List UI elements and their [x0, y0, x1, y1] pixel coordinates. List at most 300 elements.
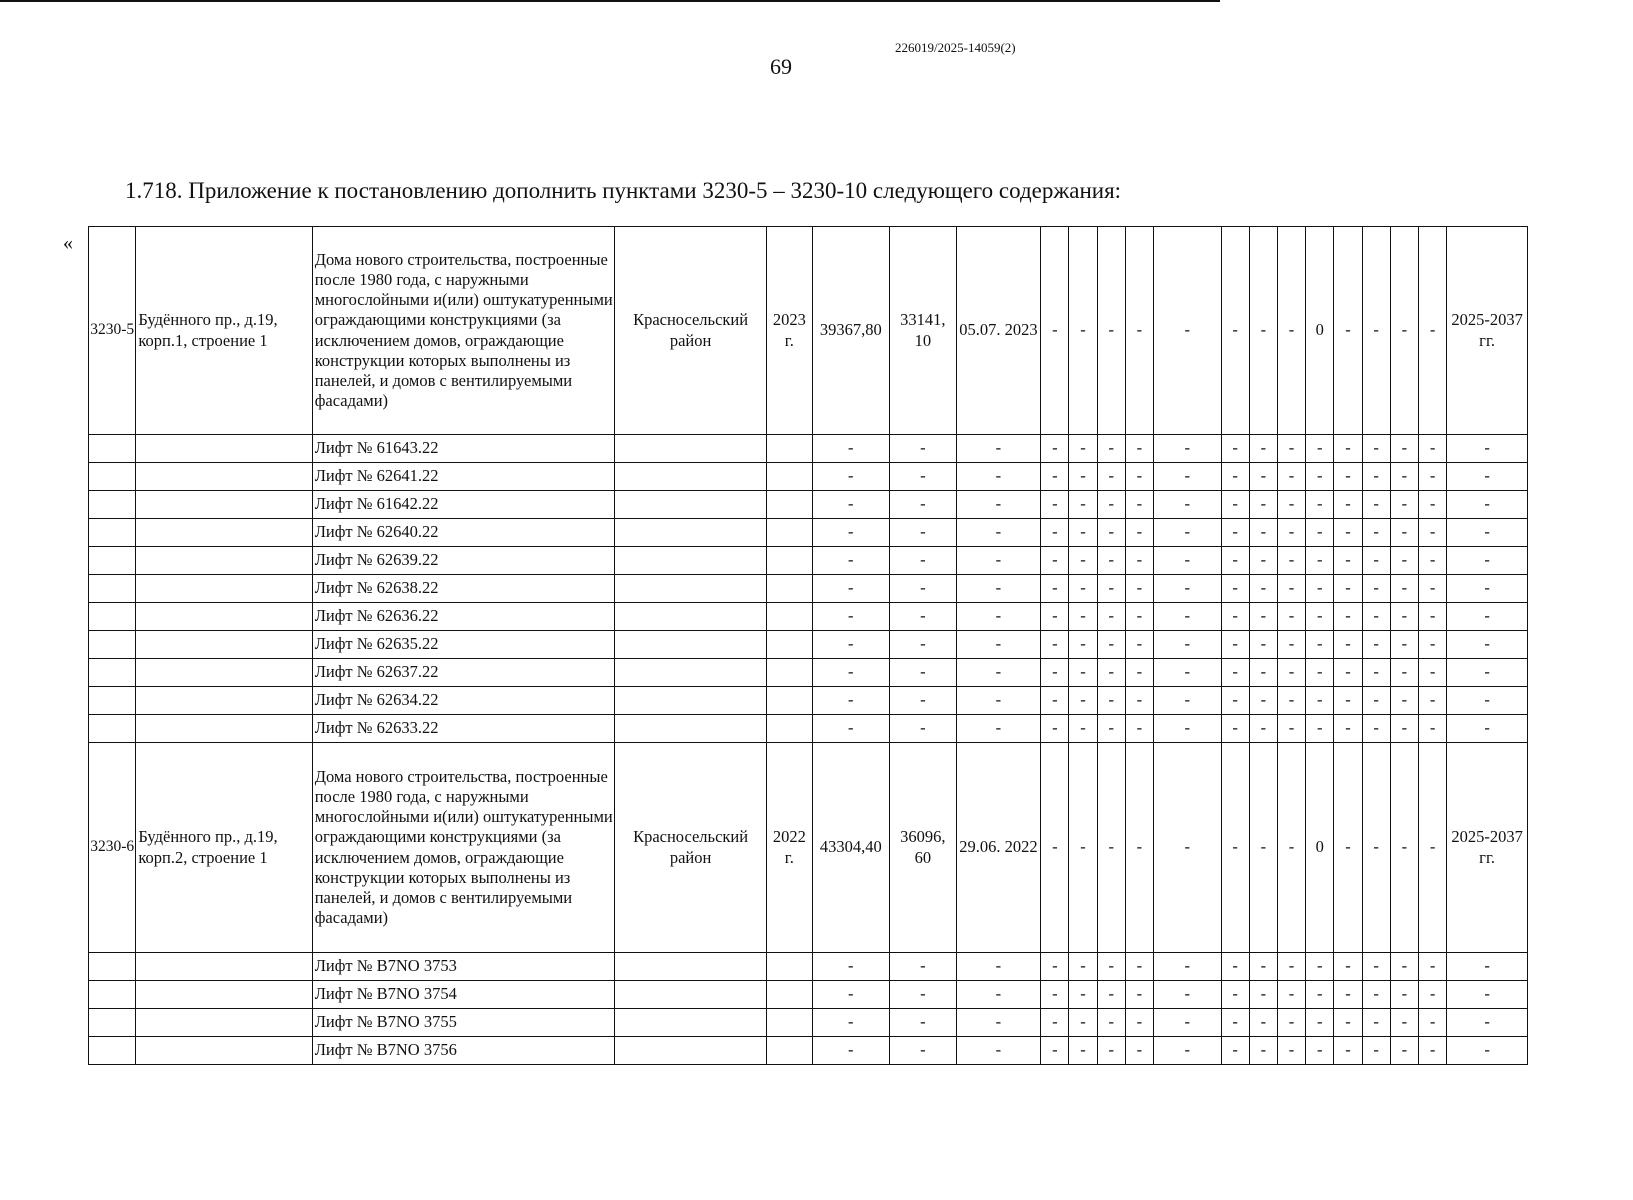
entry-row: [89, 743, 1528, 953]
address-cell: Будённого пр., д.19, корп.1, строение 1: [136, 227, 312, 435]
dash-cell: -: [812, 1009, 890, 1037]
empty-cell: [136, 603, 312, 631]
dash-cell: -: [1362, 575, 1390, 603]
lift-row: [89, 715, 1528, 743]
dash-cell: -: [1221, 463, 1249, 491]
dash-cell: -: [1069, 981, 1097, 1009]
empty-cell: [767, 715, 812, 743]
dash-cell: -: [1069, 519, 1097, 547]
dash-cell: -: [1125, 1037, 1153, 1065]
dash-cell: -: [1125, 603, 1153, 631]
lift-name-cell: Лифт № 62636.22: [312, 603, 614, 631]
dash-cell: -: [1041, 1037, 1069, 1065]
dash-cell: -: [1362, 659, 1390, 687]
empty-cell: [767, 603, 812, 631]
dash-cell: -: [1390, 1037, 1418, 1065]
dash-cell: -: [1334, 575, 1362, 603]
dash-cell: -: [1447, 687, 1528, 715]
dash-cell: -: [1277, 463, 1305, 491]
empty-cell: [767, 659, 812, 687]
dash-cell: -: [890, 715, 957, 743]
date-cell: 29.06. 2022: [956, 743, 1041, 953]
dash-cell: -: [1306, 687, 1334, 715]
dash-cell: -: [1069, 715, 1097, 743]
empty-cell: [615, 687, 767, 715]
dash-cell: -: [1306, 519, 1334, 547]
empty-cell: [767, 1009, 812, 1037]
dash-cell: -: [890, 659, 957, 687]
dash-cell: -: [812, 519, 890, 547]
empty-cell: [89, 519, 136, 547]
dash-cell: -: [1221, 715, 1249, 743]
value-cell: -: [1041, 743, 1069, 953]
dash-cell: -: [1125, 687, 1153, 715]
dash-cell: -: [956, 659, 1041, 687]
dash-cell: -: [1249, 603, 1277, 631]
district-cell: Красносельский район: [615, 227, 767, 435]
dash-cell: -: [1447, 547, 1528, 575]
value-cell: -: [1097, 743, 1125, 953]
value-cell: -: [1097, 227, 1125, 435]
lift-name-cell: Лифт № 62635.22: [312, 631, 614, 659]
empty-cell: [89, 435, 136, 463]
value-cell: -: [1125, 227, 1153, 435]
dash-cell: -: [1041, 547, 1069, 575]
empty-cell: [89, 491, 136, 519]
dash-cell: -: [1154, 1009, 1222, 1037]
dash-cell: -: [1041, 1009, 1069, 1037]
empty-cell: [136, 715, 312, 743]
empty-cell: [767, 435, 812, 463]
dash-cell: -: [956, 953, 1041, 981]
dash-cell: -: [1362, 953, 1390, 981]
empty-cell: [136, 575, 312, 603]
dash-cell: -: [1249, 435, 1277, 463]
empty-cell: [615, 575, 767, 603]
dash-cell: -: [1249, 1009, 1277, 1037]
value-cell: -: [1249, 227, 1277, 435]
dash-cell: -: [1390, 603, 1418, 631]
dash-cell: -: [890, 631, 957, 659]
lift-row: [89, 519, 1528, 547]
dash-cell: -: [1334, 491, 1362, 519]
value-cell: -: [1418, 227, 1446, 435]
lift-row: [89, 687, 1528, 715]
dash-cell: -: [1362, 981, 1390, 1009]
dash-cell: -: [1221, 953, 1249, 981]
dash-cell: -: [1221, 435, 1249, 463]
dash-cell: -: [1221, 1037, 1249, 1065]
dash-cell: -: [1362, 491, 1390, 519]
dash-cell: -: [1154, 1037, 1222, 1065]
lift-name-cell: Лифт № 62640.22: [312, 519, 614, 547]
dash-cell: -: [956, 631, 1041, 659]
value-cell: -: [1125, 743, 1153, 953]
dash-cell: -: [1277, 575, 1305, 603]
dash-cell: -: [1418, 687, 1446, 715]
lift-row: [89, 1037, 1528, 1065]
dash-cell: -: [956, 547, 1041, 575]
dash-cell: -: [890, 435, 957, 463]
dash-cell: -: [812, 631, 890, 659]
lift-name-cell: Лифт № 62637.22: [312, 659, 614, 687]
dash-cell: -: [890, 687, 957, 715]
dash-cell: -: [1249, 463, 1277, 491]
dash-cell: -: [1041, 491, 1069, 519]
dash-cell: -: [1362, 631, 1390, 659]
page-number: 69: [770, 54, 792, 79]
value-cell: -: [1277, 743, 1305, 953]
empty-cell: [767, 687, 812, 715]
entry-row: [89, 227, 1528, 435]
lift-name-cell: Лифт № 61643.22: [312, 435, 614, 463]
dash-cell: -: [1125, 519, 1153, 547]
dash-cell: -: [1041, 715, 1069, 743]
empty-cell: [615, 491, 767, 519]
dash-cell: -: [1277, 435, 1305, 463]
dash-cell: -: [1277, 547, 1305, 575]
dash-cell: -: [890, 1037, 957, 1065]
lift-name-cell: Лифт № 62634.22: [312, 687, 614, 715]
dash-cell: -: [1154, 435, 1222, 463]
dash-cell: -: [1362, 519, 1390, 547]
lift-row: [89, 631, 1528, 659]
empty-cell: [136, 491, 312, 519]
dash-cell: -: [1154, 519, 1222, 547]
dash-cell: -: [1418, 575, 1446, 603]
dash-cell: -: [1097, 519, 1125, 547]
dash-cell: -: [1125, 715, 1153, 743]
dash-cell: -: [1069, 575, 1097, 603]
lift-name-cell: Лифт № В7NO 3756: [312, 1037, 614, 1065]
dash-cell: -: [1362, 435, 1390, 463]
empty-cell: [89, 659, 136, 687]
dash-cell: -: [1277, 1009, 1305, 1037]
lift-name-cell: Лифт № В7NO 3753: [312, 953, 614, 981]
dash-cell: -: [1249, 953, 1277, 981]
dash-cell: -: [890, 603, 957, 631]
empty-cell: [615, 435, 767, 463]
dash-cell: -: [1097, 981, 1125, 1009]
dash-cell: -: [1125, 435, 1153, 463]
empty-cell: [767, 519, 812, 547]
dash-cell: -: [812, 603, 890, 631]
dash-cell: -: [1306, 631, 1334, 659]
value-cell: -: [1069, 743, 1097, 953]
lift-name-cell: Лифт № В7NO 3755: [312, 1009, 614, 1037]
dash-cell: -: [1334, 631, 1362, 659]
dash-cell: -: [1221, 519, 1249, 547]
dash-cell: -: [1334, 687, 1362, 715]
dash-cell: -: [1334, 981, 1362, 1009]
empty-cell: [767, 575, 812, 603]
lift-name-cell: Лифт № 62633.22: [312, 715, 614, 743]
empty-cell: [136, 1009, 312, 1037]
dash-cell: -: [1221, 1009, 1249, 1037]
empty-cell: [89, 981, 136, 1009]
dash-cell: -: [1221, 491, 1249, 519]
dash-cell: -: [1041, 981, 1069, 1009]
dash-cell: -: [1154, 687, 1222, 715]
dash-cell: -: [1097, 1037, 1125, 1065]
empty-cell: [136, 659, 312, 687]
dash-cell: -: [1334, 603, 1362, 631]
dash-cell: -: [956, 519, 1041, 547]
dash-cell: -: [1154, 491, 1222, 519]
lift-row: [89, 491, 1528, 519]
dash-cell: -: [1447, 435, 1528, 463]
dash-cell: -: [1249, 491, 1277, 519]
dash-cell: -: [956, 491, 1041, 519]
empty-cell: [89, 687, 136, 715]
dash-cell: -: [956, 435, 1041, 463]
dash-cell: -: [1249, 981, 1277, 1009]
dash-cell: -: [1041, 631, 1069, 659]
dash-cell: -: [1306, 491, 1334, 519]
empty-cell: [615, 547, 767, 575]
dash-cell: -: [1447, 981, 1528, 1009]
value-cell: -: [1418, 743, 1446, 953]
value-cell: -: [1390, 743, 1418, 953]
empty-cell: [89, 1037, 136, 1065]
dash-cell: -: [1125, 981, 1153, 1009]
empty-cell: [767, 547, 812, 575]
dash-cell: -: [1097, 715, 1125, 743]
dash-cell: -: [1069, 603, 1097, 631]
dash-cell: -: [1277, 953, 1305, 981]
dash-cell: -: [812, 1037, 890, 1065]
empty-cell: [767, 491, 812, 519]
lift-row: [89, 547, 1528, 575]
empty-cell: [89, 953, 136, 981]
dash-cell: -: [956, 575, 1041, 603]
dash-cell: -: [890, 981, 957, 1009]
dash-cell: -: [956, 687, 1041, 715]
value-cell: -: [1221, 743, 1249, 953]
empty-cell: [767, 463, 812, 491]
dash-cell: -: [1362, 1009, 1390, 1037]
dash-cell: -: [1390, 659, 1418, 687]
empty-cell: [136, 953, 312, 981]
empty-cell: [136, 1037, 312, 1065]
value-cell: -: [1221, 227, 1249, 435]
dash-cell: -: [1125, 547, 1153, 575]
dash-cell: -: [1447, 953, 1528, 981]
lift-row: [89, 1009, 1528, 1037]
dash-cell: -: [1097, 547, 1125, 575]
empty-cell: [615, 1037, 767, 1065]
dash-cell: -: [1418, 715, 1446, 743]
dash-cell: -: [1069, 1037, 1097, 1065]
lift-name-cell: Лифт № 62641.22: [312, 463, 614, 491]
lift-name-cell: Лифт № 62639.22: [312, 547, 614, 575]
dash-cell: -: [1418, 631, 1446, 659]
lift-row: [89, 463, 1528, 491]
dash-cell: -: [956, 463, 1041, 491]
dash-cell: -: [1154, 547, 1222, 575]
housing-register-table: [88, 226, 1528, 1065]
dash-cell: -: [1125, 463, 1153, 491]
dash-cell: -: [1097, 435, 1125, 463]
empty-cell: [615, 981, 767, 1009]
dash-cell: -: [1390, 953, 1418, 981]
dash-cell: -: [1362, 603, 1390, 631]
dash-cell: -: [812, 463, 890, 491]
dash-cell: -: [1418, 659, 1446, 687]
dash-cell: -: [1418, 519, 1446, 547]
dash-cell: -: [1125, 491, 1153, 519]
dash-cell: -: [1418, 603, 1446, 631]
dash-cell: -: [1097, 687, 1125, 715]
dash-cell: -: [1418, 491, 1446, 519]
dash-cell: -: [1306, 435, 1334, 463]
dash-cell: -: [1097, 659, 1125, 687]
dash-cell: -: [1447, 491, 1528, 519]
dash-cell: -: [1249, 687, 1277, 715]
dash-cell: -: [1125, 575, 1153, 603]
dash-cell: -: [1221, 631, 1249, 659]
dash-cell: -: [1221, 981, 1249, 1009]
lift-row: [89, 603, 1528, 631]
dash-cell: -: [1041, 575, 1069, 603]
dash-cell: -: [1306, 1037, 1334, 1065]
lift-name-cell: Лифт № В7NO 3754: [312, 981, 614, 1009]
dash-cell: -: [1390, 981, 1418, 1009]
dash-cell: -: [1154, 463, 1222, 491]
dash-cell: -: [1041, 603, 1069, 631]
value-cell: -: [1041, 227, 1069, 435]
dash-cell: -: [1277, 631, 1305, 659]
dash-cell: -: [1390, 715, 1418, 743]
empty-cell: [615, 603, 767, 631]
dash-cell: -: [1447, 575, 1528, 603]
dash-cell: -: [1069, 631, 1097, 659]
dash-cell: -: [1154, 631, 1222, 659]
year-cell: 2023 г.: [767, 227, 812, 435]
dash-cell: -: [1125, 1009, 1153, 1037]
building-type-cell: Дома нового строительства, построенные после 1980 года, с наружными многослойными и(или) оштукатуренными ограждающими конструкциями (за исключением домов, ограждающие конструкции которых выполнены из панелей, и домов с вентилируемыми фасадами): [312, 743, 614, 953]
dash-cell: -: [1362, 1037, 1390, 1065]
value-cell: 0: [1306, 227, 1334, 435]
dash-cell: -: [1306, 603, 1334, 631]
value-cell: -: [1334, 227, 1362, 435]
value-cell: -: [1069, 227, 1097, 435]
dash-cell: -: [1447, 1009, 1528, 1037]
dash-cell: -: [890, 463, 957, 491]
empty-cell: [615, 463, 767, 491]
dash-cell: -: [1154, 953, 1222, 981]
district-cell: Красносельский район: [615, 743, 767, 953]
empty-cell: [615, 715, 767, 743]
document-code: 226019/2025-14059(2): [895, 40, 1016, 55]
dash-cell: -: [1306, 659, 1334, 687]
empty-cell: [767, 1037, 812, 1065]
value-cell: -: [1249, 743, 1277, 953]
dash-cell: -: [1277, 981, 1305, 1009]
dash-cell: -: [1154, 659, 1222, 687]
dash-cell: -: [956, 715, 1041, 743]
empty-cell: [136, 519, 312, 547]
dash-cell: -: [956, 1009, 1041, 1037]
dash-cell: -: [1069, 1009, 1097, 1037]
value-cell: -: [1277, 227, 1305, 435]
empty-cell: [89, 715, 136, 743]
dash-cell: -: [1097, 631, 1125, 659]
value-cell: 0: [1306, 743, 1334, 953]
dash-cell: -: [1390, 435, 1418, 463]
dash-cell: -: [812, 687, 890, 715]
empty-cell: [136, 631, 312, 659]
value-cell: -: [1334, 743, 1362, 953]
period-cell: 2025-2037 гг.: [1447, 227, 1528, 435]
entry-number-cell: 3230-5: [89, 227, 136, 435]
dash-cell: -: [812, 953, 890, 981]
dash-cell: -: [1447, 1037, 1528, 1065]
lift-name-cell: Лифт № 62638.22: [312, 575, 614, 603]
empty-cell: [89, 603, 136, 631]
dash-cell: -: [1306, 575, 1334, 603]
dash-cell: -: [1334, 463, 1362, 491]
dash-cell: -: [1041, 463, 1069, 491]
dash-cell: -: [1447, 715, 1528, 743]
dash-cell: -: [1390, 547, 1418, 575]
dash-cell: -: [1041, 953, 1069, 981]
dash-cell: -: [1306, 547, 1334, 575]
dash-cell: -: [1334, 1037, 1362, 1065]
dash-cell: -: [1362, 547, 1390, 575]
period-cell: 2025-2037 гг.: [1447, 743, 1528, 953]
dash-cell: -: [1418, 547, 1446, 575]
dash-cell: -: [1249, 631, 1277, 659]
dash-cell: -: [890, 575, 957, 603]
dash-cell: -: [1447, 463, 1528, 491]
dash-cell: -: [1447, 659, 1528, 687]
dash-cell: -: [1390, 519, 1418, 547]
lift-row: [89, 659, 1528, 687]
empty-cell: [767, 631, 812, 659]
dash-cell: -: [812, 547, 890, 575]
dash-cell: -: [1221, 547, 1249, 575]
dash-cell: -: [1306, 463, 1334, 491]
empty-cell: [615, 953, 767, 981]
dash-cell: -: [1221, 575, 1249, 603]
dash-cell: -: [1306, 1009, 1334, 1037]
dash-cell: -: [1418, 463, 1446, 491]
dash-cell: -: [1069, 491, 1097, 519]
value-cell: -: [1362, 227, 1390, 435]
dash-cell: -: [1334, 659, 1362, 687]
dash-cell: -: [812, 491, 890, 519]
empty-cell: [767, 981, 812, 1009]
dash-cell: -: [1390, 491, 1418, 519]
dash-cell: -: [1362, 463, 1390, 491]
value-cell: -: [1390, 227, 1418, 435]
dash-cell: -: [1125, 631, 1153, 659]
dash-cell: -: [1154, 575, 1222, 603]
empty-cell: [89, 631, 136, 659]
dash-cell: -: [1125, 659, 1153, 687]
dash-cell: -: [1334, 519, 1362, 547]
empty-cell: [615, 631, 767, 659]
dash-cell: -: [1277, 519, 1305, 547]
dash-cell: -: [1306, 981, 1334, 1009]
lift-row: [89, 435, 1528, 463]
empty-cell: [136, 981, 312, 1009]
dash-cell: -: [1334, 1009, 1362, 1037]
dash-cell: -: [1390, 1009, 1418, 1037]
dash-cell: -: [956, 1037, 1041, 1065]
dash-cell: -: [1154, 715, 1222, 743]
